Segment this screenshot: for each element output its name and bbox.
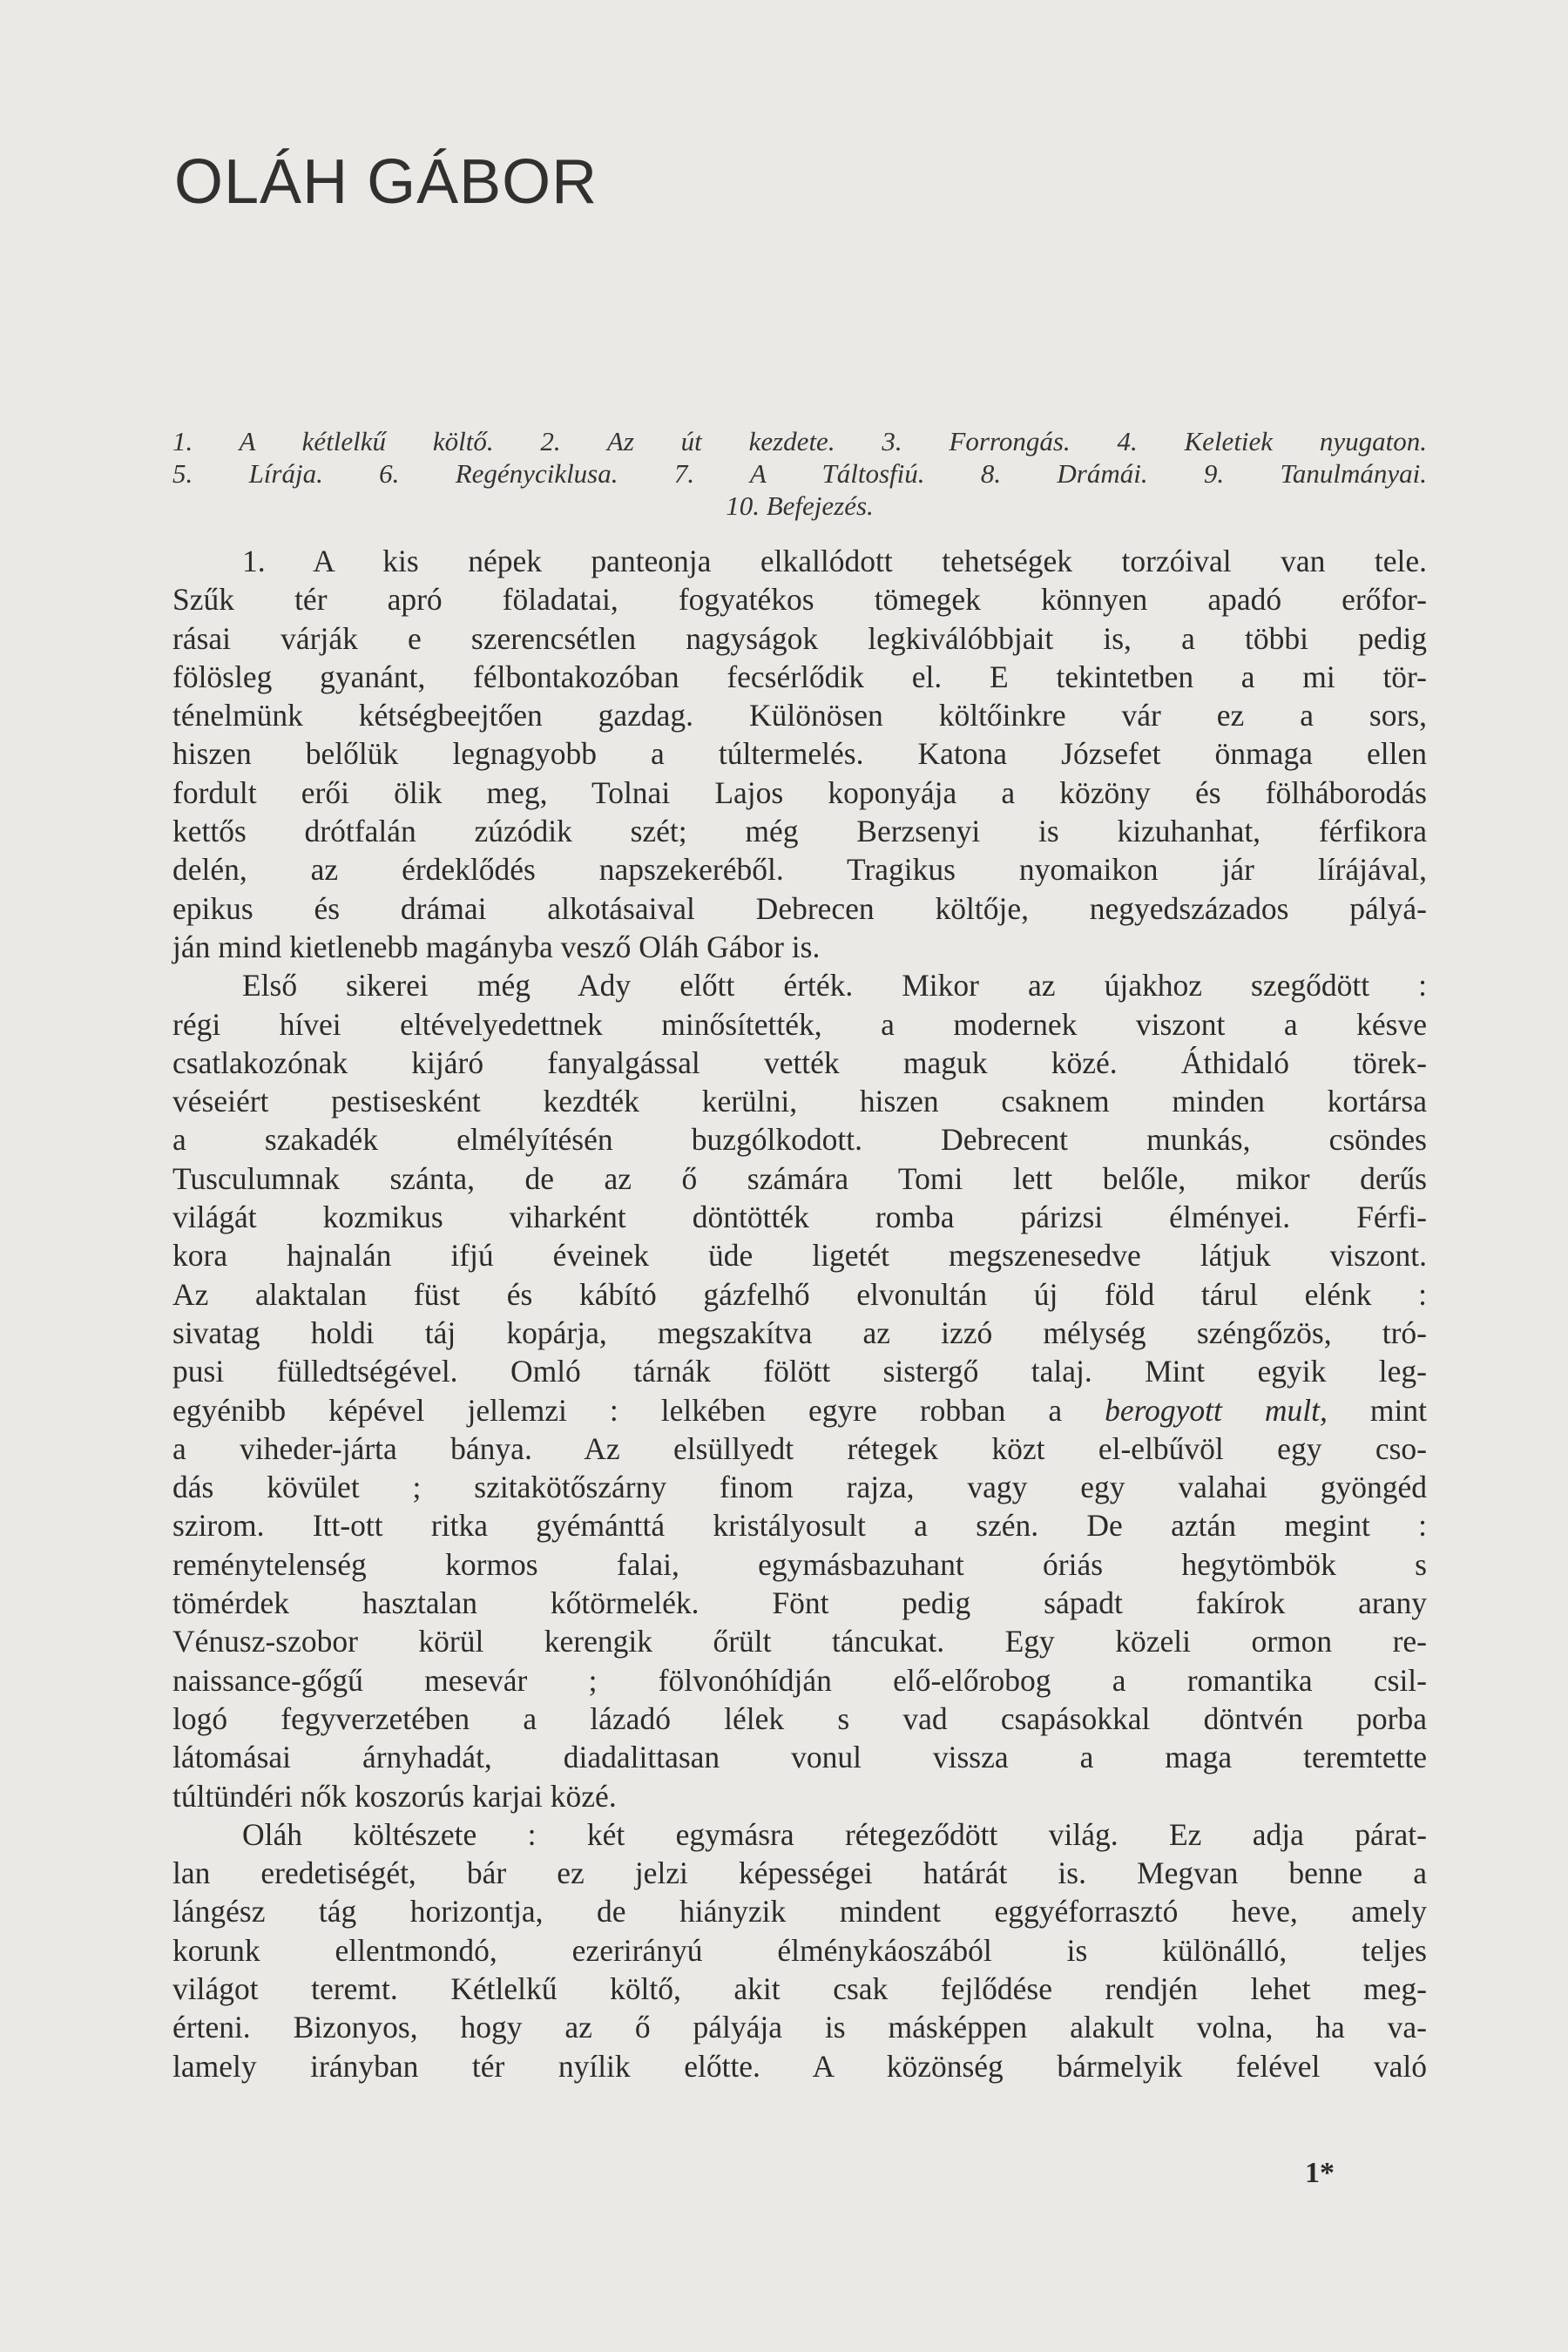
text-line: kettős drótfalán zúzódik szét; még Berzsenyi is kizuhanhat, férfikora <box>172 814 1427 849</box>
text-line: tömérdek hasztalan kőtörmelék. Fönt pedig sápadt fakírok arany <box>172 1585 1427 1621</box>
text-line: fordult erői ölik meg, Tolnai Lajos koponyája a közöny és fölháborodás <box>172 774 1427 810</box>
text-segment: mint <box>1327 1392 1428 1428</box>
text-line: a szakadék elmélyítésén buzgólkodott. Debrecent munkás, csöndes <box>172 1122 1427 1158</box>
text-line: túltündéri nők koszorús karjai közé. <box>172 1778 617 1814</box>
text-line: pusi fülledtségével. Omló tárnák fölött sistergő talaj. Mint egyik leg- <box>172 1354 1427 1389</box>
text-line: rásai várják e szerencsétlen nagyságok legkiválóbbjait is, a többi pedig <box>172 620 1427 656</box>
text-line: dás kövület ; szitakötőszárny finom rajza, vagy egy valahai gyöngéd <box>172 1470 1427 1505</box>
body-text <box>172 542 1427 2085</box>
text-line: lángész tág horizontja, de hiányzik mindent eggyéforrasztó heve, amely <box>172 1894 1427 1930</box>
text-line: naissance-gőgű mesevár ; fölvonóhídján elő-előrobog a romantika csil- <box>172 1662 1427 1698</box>
text-line: fölösleg gyanánt, félbontakozóban fecsérlődik el. E tekintetben a mi tör- <box>172 659 1427 694</box>
text-line: érteni. Bizonyos, hogy az ő pályája is másképpen alakult volna, ha va- <box>172 2010 1427 2045</box>
text-line: látomásai árnyhadát, diadalittasan vonul vissza a maga teremtette <box>172 1740 1427 1775</box>
text-line: Szűk tér apró föladatai, fogyatékos tömegek könnyen apadó erőfor- <box>172 582 1427 618</box>
contents-line-2: 5. Lírája. 6. Regényciklusa. 7. A Táltosfiú. 8. Drámái. 9. Tanulmányai. <box>172 458 1427 489</box>
text-line: hiszen belőlük legnagyobb a túltermelés. Katona Józsefet önmaga ellen <box>172 736 1427 772</box>
text-line: 1. A kis népek panteonja elkallódott tehetségek torzóival van tele. <box>242 544 1427 578</box>
text-line: Tusculumnak szánta, de az ő számára Tomi lett belőle, mikor derűs <box>172 1160 1427 1196</box>
text-line: ján mind kietlenebb magányba vesző Oláh Gábor is. <box>172 929 821 964</box>
text-line: világot teremt. Kétlelkű költő, akit csak fejlődése rendjén lehet meg- <box>172 1970 1427 2006</box>
text-line: logó fegyverzetében a lázadó lélek s vad csapásokkal döntvén porba <box>172 1700 1427 1736</box>
contents-line-3: 10. Befejezés. <box>726 490 874 521</box>
page-number: 1* <box>1305 2157 1335 2189</box>
text-line: szirom. Itt-ott ritka gyémánttá kristályosult a szén. De aztán megint : <box>172 1508 1427 1544</box>
text-line: Oláh költészete : két egymásra rétegeződött világ. Ez adja párat- <box>242 1816 1427 1852</box>
text-line: Vénusz-szobor körül kerengik őrült táncukat. Egy közeli ormon re- <box>172 1624 1427 1659</box>
text-line: kora hajnalán ifjú éveinek üde ligetét megszenesedve látjuk viszont. <box>172 1238 1427 1274</box>
text-line: reménytelenség kormos falai, egymásbazuhant óriás hegytömbök s <box>172 1546 1427 1582</box>
text-line: Első sikerei még Ady előtt érték. Mikor az újakhoz szegődött : <box>242 968 1427 1004</box>
text-line: Az alaktalan füst és kábító gázfelhő elvonultán új föld tárul elénk : <box>172 1276 1427 1312</box>
text-line: véseiért pestisesként kezdték kerülni, hiszen csaknem minden kortársa <box>172 1084 1427 1119</box>
text-line: delén, az érdeklődés napszekeréből. Tragikus nyomaikon jár lírájával, <box>172 852 1427 888</box>
italic-phrase: berogyott mult, <box>1105 1392 1328 1428</box>
chapter-contents <box>172 425 1427 522</box>
text-line: ténelmünk kétségbeejtően gazdag. Különösen költőinkre vár ez a sors, <box>172 698 1427 733</box>
text-line: korunk ellentmondó, ezerirányú élménykáoszából is különálló, teljes <box>172 1932 1427 1968</box>
text-line: régi hívei eltévelyedettnek minősítették, a modernek viszont a késve <box>172 1006 1427 1042</box>
text-line-with-italic <box>172 1391 1427 1429</box>
text-line: a viheder-járta bánya. Az elsüllyedt rétegek közt el-elbűvöl egy cso- <box>172 1430 1427 1466</box>
text-segment: egyénibb képével jellemzi : lelkében egyre robban a <box>172 1392 1063 1428</box>
text-line: epikus és drámai alkotásaival Debrecen költője, negyedszázados pályá- <box>172 890 1427 926</box>
text-line: csatlakozónak kijáró fanyalgással vették maguk közé. Áthidaló törek- <box>172 1044 1427 1080</box>
chapter-title: OLÁH GÁBOR <box>174 147 598 217</box>
text-line: világát kozmikus viharként döntötték romba párizsi élményei. Férfi- <box>172 1200 1427 1235</box>
text-line: sivatag holdi táj kopárja, megszakítva az izzó mélység széngőzös, tró- <box>172 1315 1427 1350</box>
text-line: lamely irányban tér nyílik előtte. A közönség bármelyik felével való <box>172 2048 1427 2084</box>
contents-line-1: 1. A kétlelkű költő. 2. Az út kezdete. 3. Forrongás. 4. Keletiek nyugaton. <box>172 426 1427 456</box>
text-line: lan eredetiségét, bár ez jelzi képességei határát is. Megvan benne a <box>172 1855 1427 1891</box>
